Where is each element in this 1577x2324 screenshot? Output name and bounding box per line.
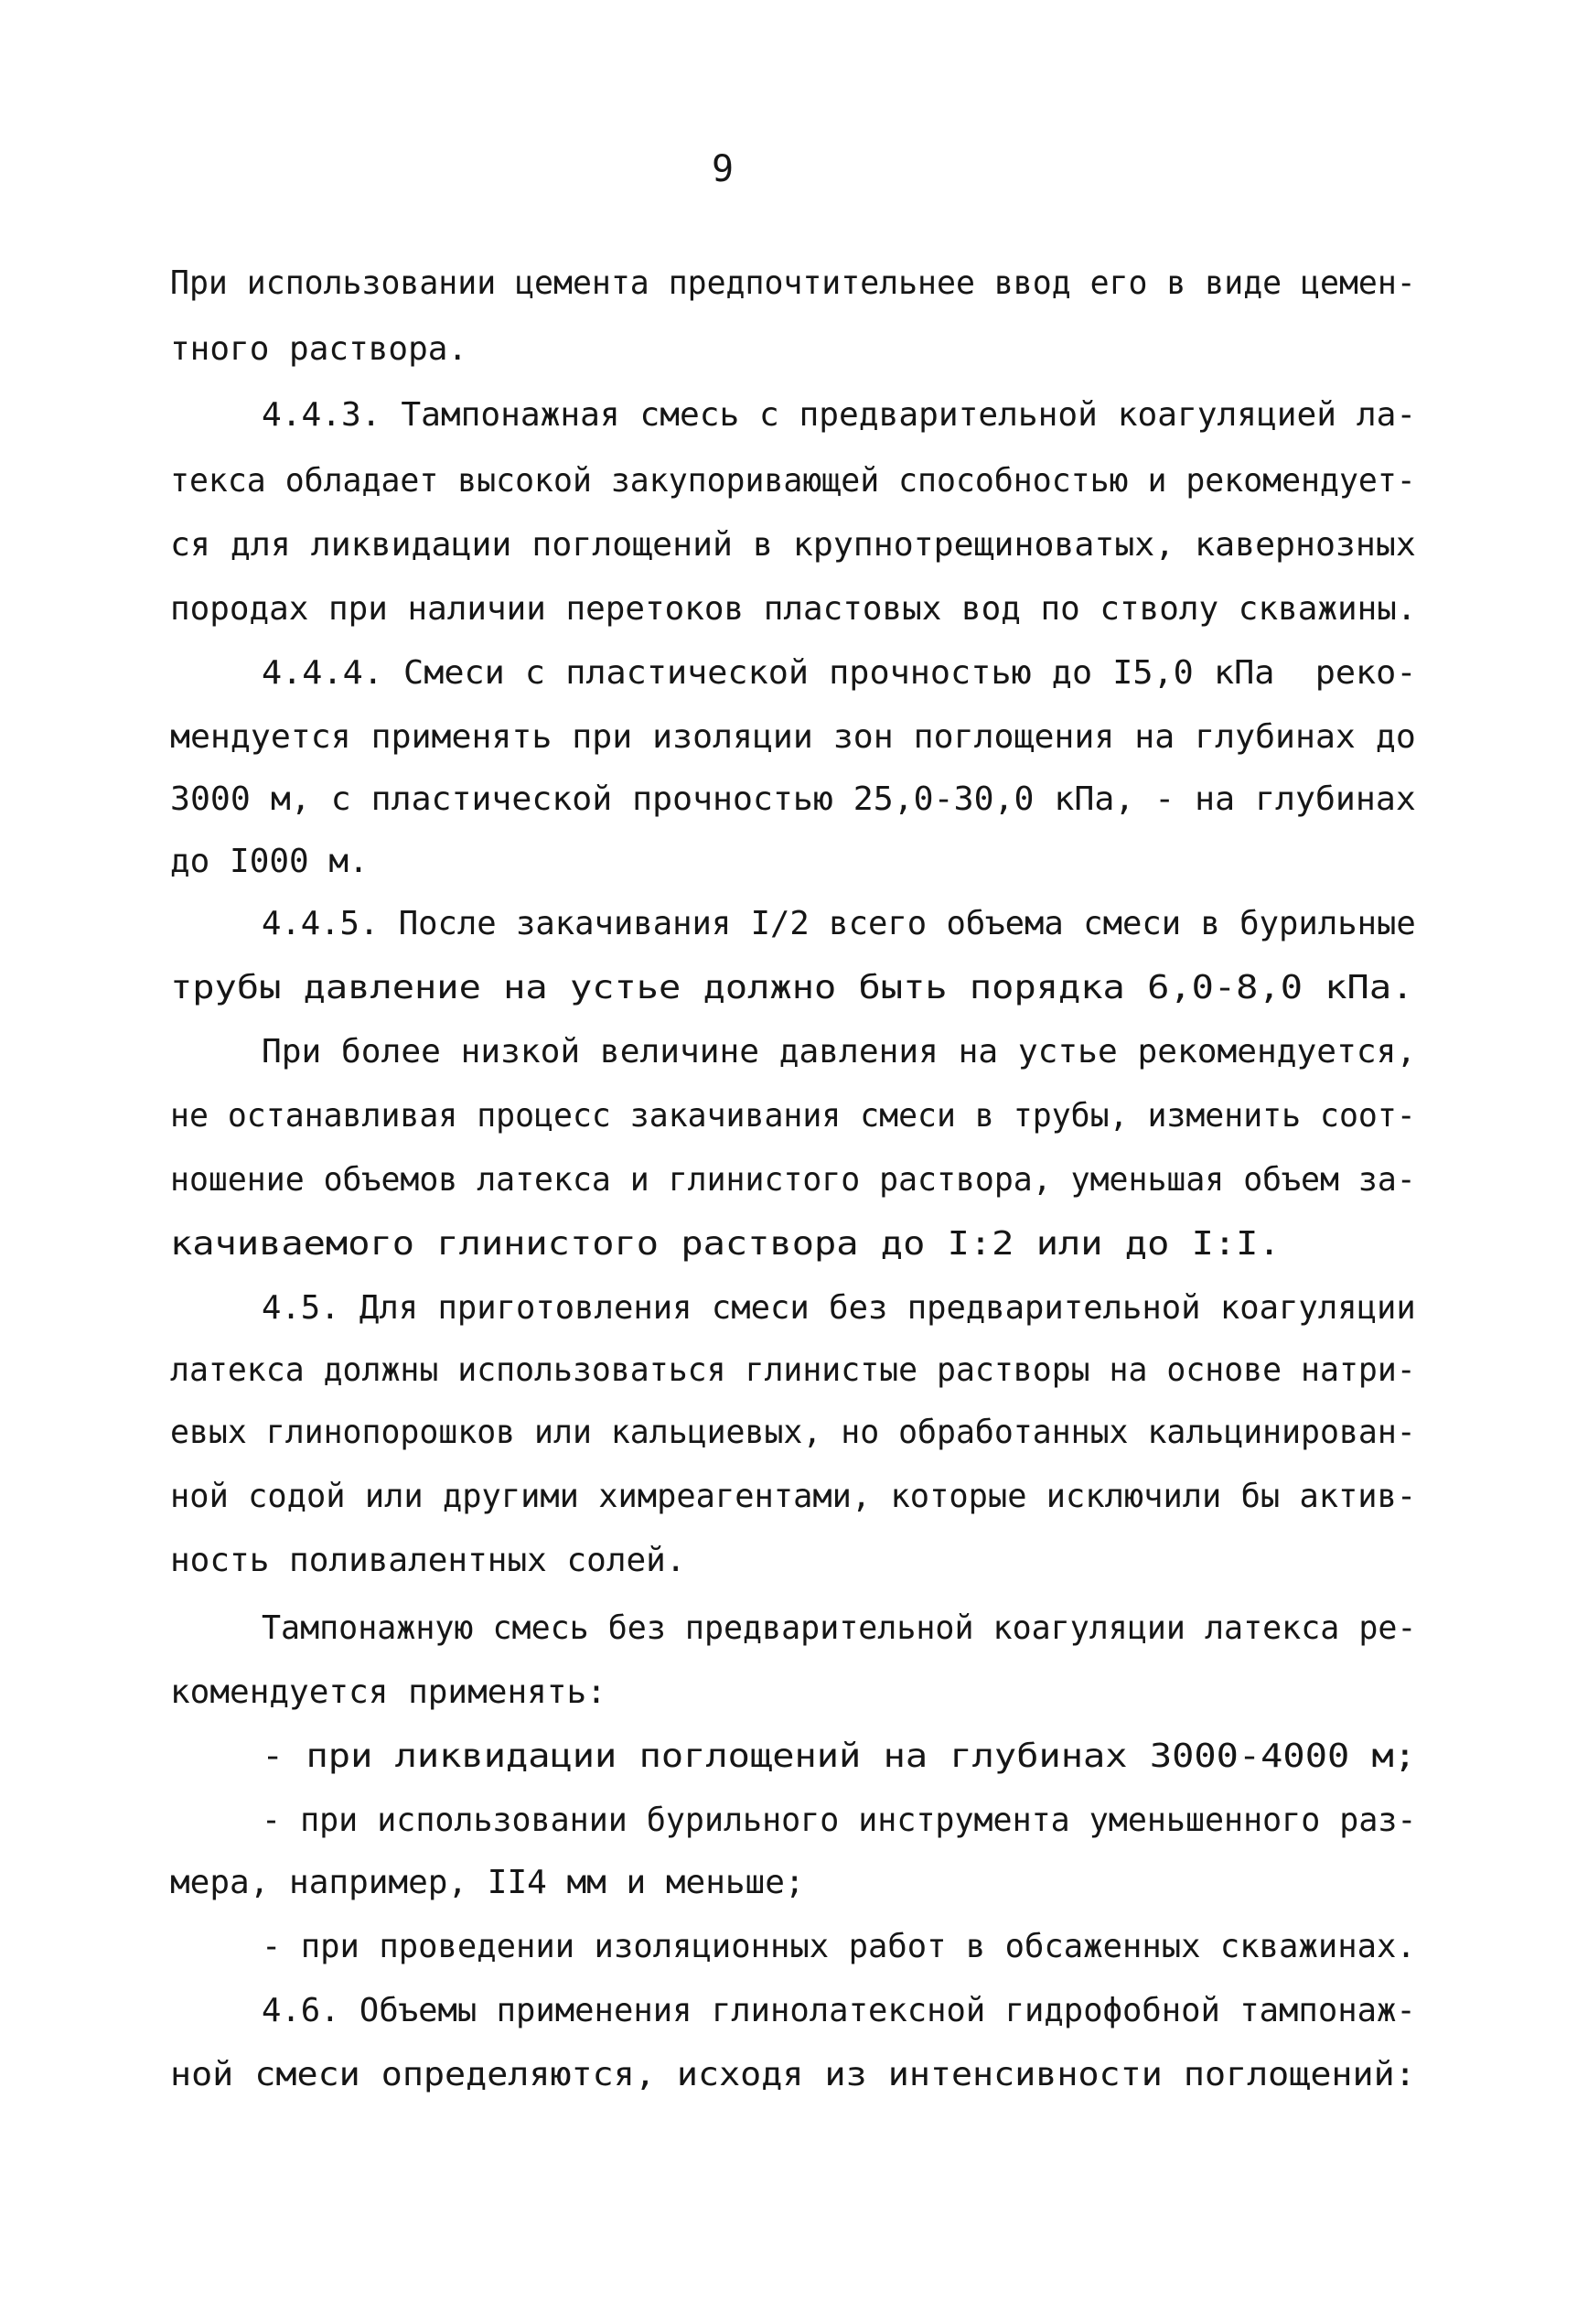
text-line: При использовании цемента предпочтительнее ввод его в виде цемен- bbox=[170, 264, 1416, 302]
text-line: ность поливалентных солей. bbox=[170, 1542, 686, 1579]
text-line: ся для ликвидации поглощений в крупнотрещиноватых, кавернозных bbox=[170, 526, 1416, 564]
text-line: 4.5. Для приготовления смеси без предварительной коагуляции bbox=[262, 1289, 1416, 1327]
text-line: При более низкой величине давления на устье рекомендуется, bbox=[262, 1033, 1417, 1071]
text-line: ной содой или другими химреагентами, которые исключили бы актив- bbox=[170, 1478, 1417, 1515]
text-line: 4.4.5. После закачивания I/2 всего объема смеси в бурильные bbox=[262, 905, 1416, 942]
text-line: Тампонажную смесь без предварительной коагуляции латекса ре- bbox=[262, 1609, 1417, 1647]
text-line: - при ликвидации поглощений на глубинах 3000-4000 м; bbox=[262, 1738, 1417, 1775]
text-line: - при проведении изоляционных работ в обсаженных скважинах. bbox=[262, 1928, 1416, 1965]
text-line: евых глинопорошков или кальциевых, но обработанных кальцинирован- bbox=[170, 1414, 1416, 1451]
text-line: 4.4.4. Смеси с пластической прочностью до I5,0 кПа реко- bbox=[262, 654, 1417, 692]
text-line: породах при наличии перетоков пластовых вод по стволу скважины. bbox=[170, 590, 1417, 628]
text-line: до I000 м. bbox=[170, 843, 369, 880]
text-line: трубы давление на устье должно быть порядка 6,0-8,0 кПа. bbox=[170, 969, 1414, 1006]
text-line: - при использовании бурильного инструмента уменьшенного раз- bbox=[262, 1802, 1417, 1839]
text-line: текса обладает высокой закупоривающей способностью и рекомендует- bbox=[170, 462, 1416, 500]
text-line: 3000 м, с пластической прочностью 25,0-30,0 кПа, - на глубинах bbox=[170, 780, 1416, 818]
text-line: качиваемого глинистого раствора до I:2 или до I:I. bbox=[170, 1225, 1281, 1263]
text-line: комендуется применять: bbox=[170, 1673, 606, 1711]
text-line: мендуется применять при изоляции зон поглощения на глубинах до bbox=[170, 718, 1416, 756]
page-number: 9 bbox=[711, 148, 735, 190]
text-line: ношение объемов латекса и глинистого раствора, уменьшая объем за- bbox=[170, 1161, 1416, 1199]
text-line: 4.6. Объемы применения глинолатексной гидрофобной тампонаж- bbox=[262, 1992, 1416, 2029]
text-line: 4.4.3. Тампонажная смесь с предварительной коагуляцией ла- bbox=[262, 396, 1417, 434]
text-line: латекса должны использоваться глинистые растворы на основе натри- bbox=[170, 1351, 1416, 1389]
text-line: тного раствора. bbox=[170, 330, 468, 368]
text-line: мера, например, II4 мм и меньше; bbox=[170, 1864, 805, 1901]
text-line: ной смеси определяются, исходя из интенсивности поглощений: bbox=[170, 2056, 1416, 2093]
text-line: не останавливая процесс закачивания смеси в трубы, изменить соот- bbox=[170, 1097, 1416, 1135]
